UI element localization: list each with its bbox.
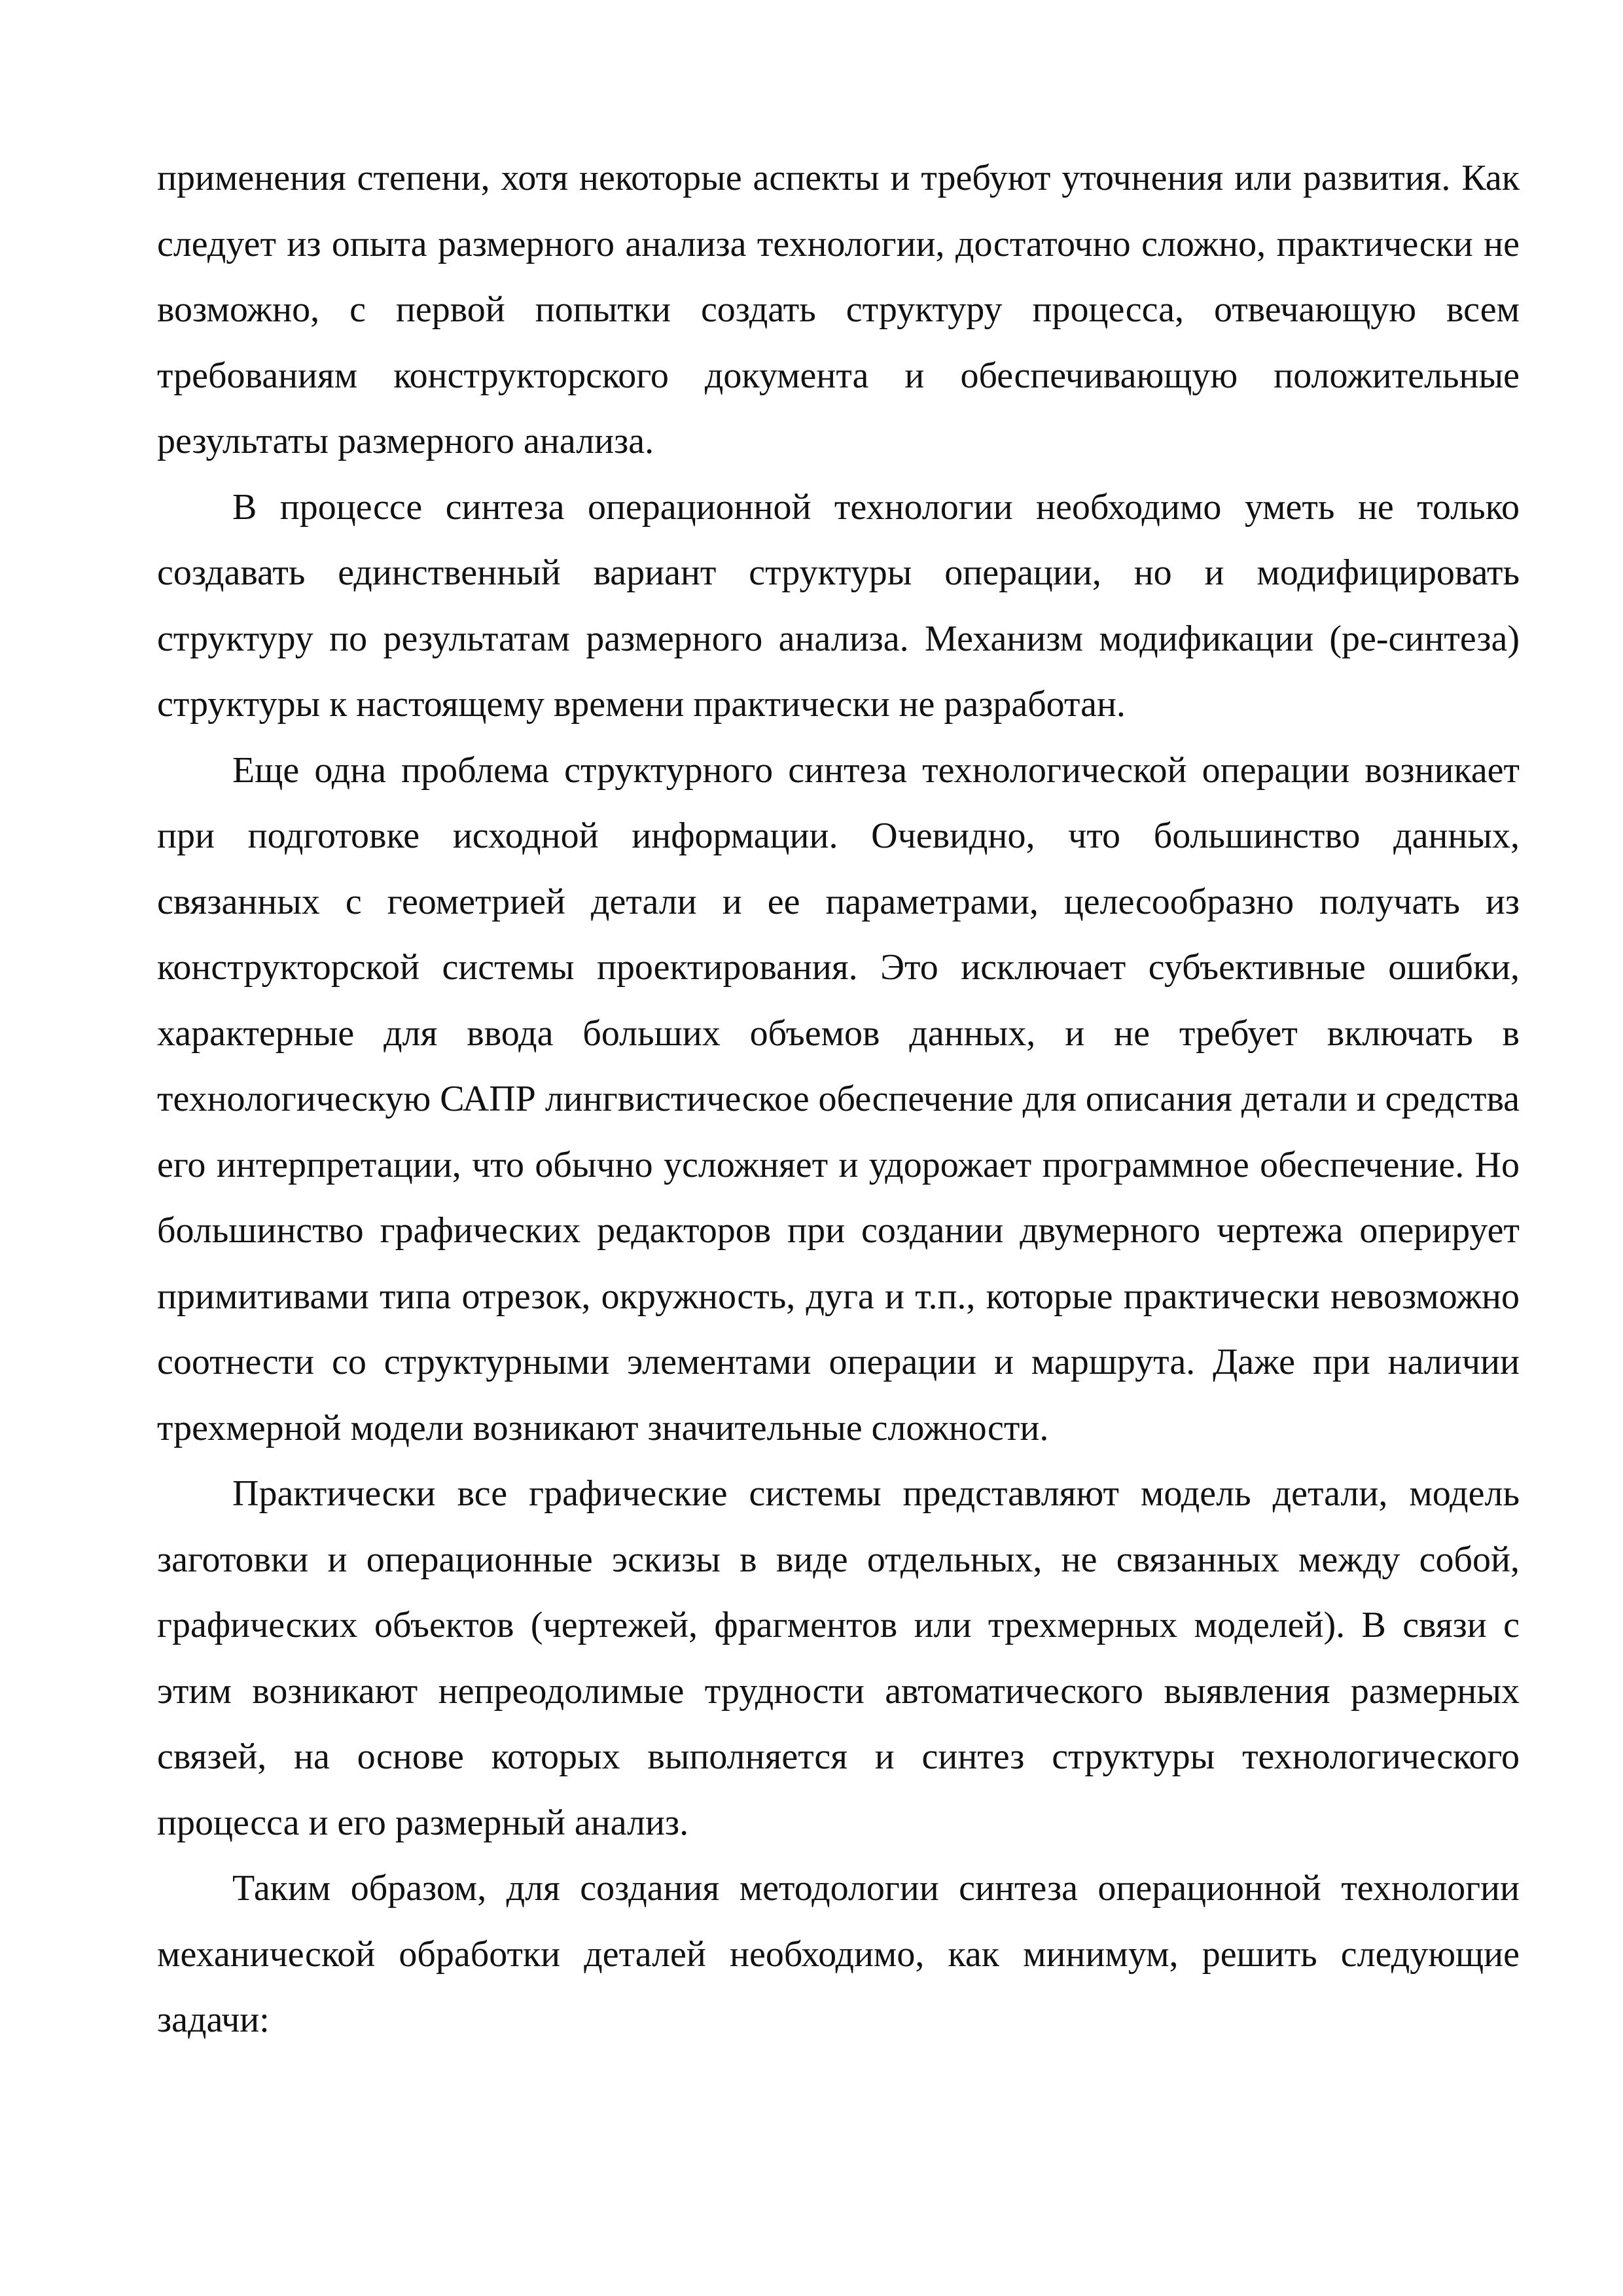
paragraph-3: Еще одна проблема структурного синтеза технологической операции возникает при подготовке исходной информации. Очевидно, что большинство данных, связанных с геометрией детали и ее параметрами, целесообразно получать из конструкторской системы проектирования. Это исключает субъективные ошибки, характерные для ввода больших объемов данных, и не требует включать в технологическую САПР лингвистическое обеспечение для описания детали и средства его интерпретации, что обычно усложняет и удорожает программное обеспечение. Но большинство графических редакторов при создании двумерного чертежа оперирует примитивами типа отрезок, окружность, дуга и т.п., которые практически невозможно соотнести со структурными элементами операции и маршрута. Даже при наличии трехмерной модели возникают значительные сложности. [157,749,1520,1448]
paragraph-2: В процессе синтеза операционной технологии необходимо уметь не только создавать единственный вариант структуры операции, но и модифицировать структуру по результатам размерного анализа. Механизм модификации (ре-синтеза) структуры к настоящему времени практически не разработан. [157,486,1520,725]
body-text [157,145,1520,2053]
paragraph-1: применения степени, хотя некоторые аспекты и требуют уточнения или развития. Как следует из опыта размерного анализа технологии, достаточно сложно, практически не возможно, с первой попытки создать структуру процесса, отвечающую всем требованиям конструкторского документа и обеспечивающую положительные результаты размерного анализа. [157,158,1520,461]
paragraph-5: Таким образом, для создания методологии синтеза операционной технологии механической обработки деталей необходимо, как минимум, решить следующие задачи: [157,1868,1520,2040]
paragraph-4: Практически все графические системы представляют модель детали, модель заготовки и операционные эскизы в виде отдельных, не связанных между собой, графических объектов (чертежей, фрагментов или трехмерных моделей). В связи с этим возникают непреодолимые трудности автоматического выявления размерных связей, на основе которых выполняется и синтез структуры технологического процесса и его размерный анализ. [157,1473,1520,1843]
